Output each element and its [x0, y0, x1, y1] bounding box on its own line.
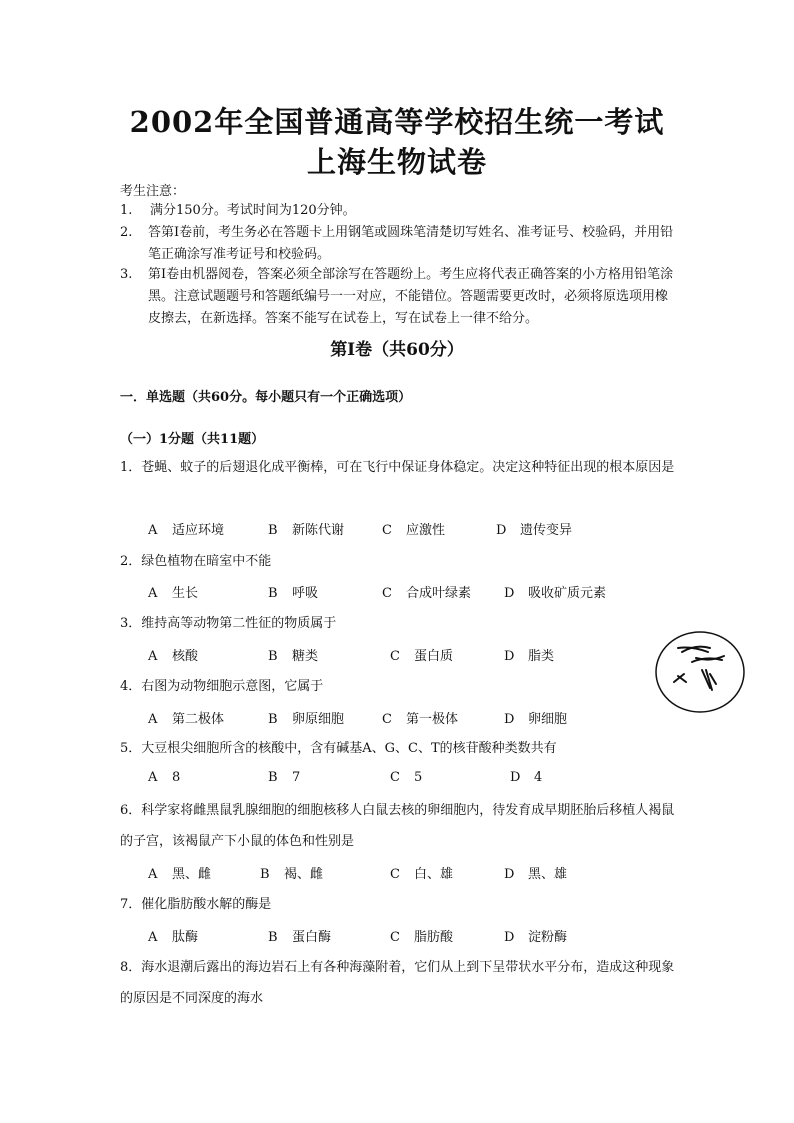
subsection-title: （一）1分题（共11题） — [120, 432, 265, 447]
question-1-stem: 1．苍蝇、蚊子的后翅退化成平衡棒，可在飞行中保证身体稳定。决定这种特征出现的根本原因是 — [120, 460, 675, 475]
option-text: 第一极体 — [406, 712, 459, 727]
option-letter: D — [504, 649, 515, 664]
chromosome — [710, 674, 716, 684]
option-text: 生长 — [172, 586, 199, 601]
question-6-stem: 6．科学家将雌黑鼠乳腺细胞的细胞核移人白鼠去核的卵细胞内，待发育成早期胚胎后移植人褐鼠的子宫，该褐鼠产下小鼠的体色和性别是 — [120, 803, 675, 849]
option-d — [504, 863, 567, 882]
question-3-options — [148, 645, 668, 667]
option-letter: A — [148, 712, 158, 727]
option-text: 第二极体 — [172, 712, 225, 727]
question-2-stem: 2．绿色植物在暗室中不能 — [120, 554, 272, 569]
option-a — [148, 926, 198, 945]
option-letter: D — [504, 930, 515, 945]
option-letter: D — [504, 712, 515, 727]
option-d — [504, 582, 606, 601]
option-letter: A — [148, 930, 158, 945]
option-text: 淀粉酶 — [528, 930, 568, 945]
option-d — [504, 645, 554, 664]
notice-item-text: 满分150分。考试时间为120分钟。 — [150, 203, 356, 218]
option-text: 呼吸 — [292, 586, 319, 601]
question-8-stem: 8．海水退潮后露出的海边岩石上有各种海藻附着，它们从上到下呈带状水平分布，造成这种现象的原因是不同深度的海水 — [120, 960, 675, 1006]
question-3-stem: 3．维持高等动物第二性征的物质属于 — [120, 616, 337, 631]
option-c — [390, 863, 453, 882]
option-d — [504, 926, 567, 945]
option-c — [390, 770, 422, 785]
option-text: 合成叶绿素 — [406, 586, 472, 601]
option-text: 脂类 — [528, 649, 555, 664]
option-c — [390, 926, 453, 945]
option-b — [268, 582, 318, 601]
option-letter: C — [382, 523, 392, 538]
option-text: 脂肪酸 — [414, 930, 454, 945]
option-letter: C — [390, 649, 400, 664]
option-d — [510, 770, 542, 785]
option-text: 8 — [172, 770, 181, 785]
option-letter: B — [268, 930, 278, 945]
option-text: 卵细胞 — [528, 712, 568, 727]
option-text: 5 — [414, 770, 423, 785]
exam-subtitle: 上海生物试卷 — [306, 145, 487, 179]
option-text: 白、雄 — [414, 867, 454, 882]
option-a — [148, 519, 224, 538]
option-text: 蛋白质 — [414, 649, 454, 664]
option-text: 新陈代谢 — [292, 523, 345, 538]
option-text: 黑、雄 — [528, 867, 568, 882]
option-letter: A — [148, 586, 158, 601]
option-letter: D — [504, 586, 515, 601]
option-a — [148, 770, 180, 785]
option-b — [268, 770, 300, 785]
option-letter: C — [390, 770, 400, 785]
option-letter: C — [390, 867, 400, 882]
option-letter: B — [268, 712, 278, 727]
option-letter: C — [390, 930, 400, 945]
question-1-options — [148, 519, 668, 541]
option-letter: D — [510, 770, 521, 785]
option-d — [504, 708, 567, 727]
option-b — [260, 863, 323, 882]
option-text: 黑、雌 — [172, 867, 212, 882]
option-c — [382, 708, 458, 727]
option-a — [148, 645, 198, 664]
option-letter: B — [260, 867, 270, 882]
option-text: 肽酶 — [172, 930, 199, 945]
option-letter: C — [382, 712, 392, 727]
option-letter: A — [148, 649, 158, 664]
option-letter: B — [268, 523, 278, 538]
notice-item-number: 1. — [120, 203, 133, 218]
question-5-stem: 5．大豆根尖细胞所含的核酸中，含有碱基A、G、C、T的核苷酸种类数共有 — [120, 741, 557, 756]
option-letter: B — [268, 649, 278, 664]
option-text: 核酸 — [172, 649, 199, 664]
option-text: 7 — [292, 770, 301, 785]
option-letter: B — [268, 586, 278, 601]
notice-item-text: 答第Ⅰ卷前，考生务必在答题卡上用钢笔或圆珠笔清楚切写姓名、准考证号、校验码，并用铅笔正确涂写准考证号和校验码。 — [148, 225, 674, 262]
notice-item-3 — [120, 264, 680, 330]
question-6-options — [148, 863, 668, 885]
exam-title: 2002年全国普通高等学校招生统一考试 — [129, 105, 665, 139]
option-letter: A — [148, 523, 158, 538]
option-letter: D — [504, 867, 515, 882]
notice-item-number: 2. — [120, 225, 133, 240]
question-5-options — [148, 770, 668, 792]
option-c — [382, 519, 445, 538]
section-title: 一．单选题（共60分。每小题只有一个正确选项） — [120, 390, 412, 405]
notice-item-text: 第Ⅰ卷由机器阅卷，答案必须全部涂写在答题纷上。考生应将代表正确答案的小方格用铅笔涂黑。注意试题题号和答题纸编号一一对应，不能错位。答题需要更改时，必须将原选项用橡皮擦去，在新选择。答案不能写在试卷上，写在试卷上一律不给分。 — [148, 267, 674, 326]
option-text: 褐、雌 — [284, 867, 324, 882]
option-letter: D — [496, 523, 507, 538]
question-4-options — [148, 708, 668, 730]
option-text: 卵原细胞 — [292, 712, 345, 727]
option-a — [148, 582, 198, 601]
option-c — [390, 645, 453, 664]
option-letter: A — [148, 867, 158, 882]
option-text: 遗传变异 — [520, 523, 573, 538]
option-a — [148, 863, 211, 882]
option-c — [382, 582, 471, 601]
option-text: 吸收矿质元素 — [528, 586, 607, 601]
chromosome — [674, 674, 684, 682]
option-text: 4 — [534, 770, 543, 785]
question-4-stem: 4．右图为动物细胞示意图，它属于 — [120, 679, 324, 694]
option-text: 适应环境 — [172, 523, 225, 538]
option-text: 应激性 — [406, 523, 446, 538]
animal-cell-diagram — [652, 630, 748, 714]
option-text: 蛋白酶 — [292, 930, 332, 945]
option-b — [268, 708, 344, 727]
question-7-options — [148, 926, 668, 948]
option-a — [148, 708, 224, 727]
chromosome-group — [674, 647, 724, 690]
notice-item-number: 3. — [120, 267, 133, 282]
option-b — [268, 926, 331, 945]
question-7-stem: 7．催化脂肪酸水解的酶是 — [120, 897, 272, 912]
question-2-options — [148, 582, 668, 604]
option-b — [268, 519, 344, 538]
volume-title: 第Ⅰ卷（共60分） — [330, 340, 464, 360]
option-letter: C — [382, 586, 392, 601]
notice-heading: 考生注意： — [120, 184, 186, 199]
notice-item-1 — [120, 200, 680, 222]
option-text: 糖类 — [292, 649, 319, 664]
option-letter: A — [148, 770, 158, 785]
option-d — [496, 519, 572, 538]
option-b — [268, 645, 318, 664]
cell-membrane — [656, 632, 744, 712]
notice-item-2 — [120, 222, 680, 266]
option-letter: B — [268, 770, 278, 785]
